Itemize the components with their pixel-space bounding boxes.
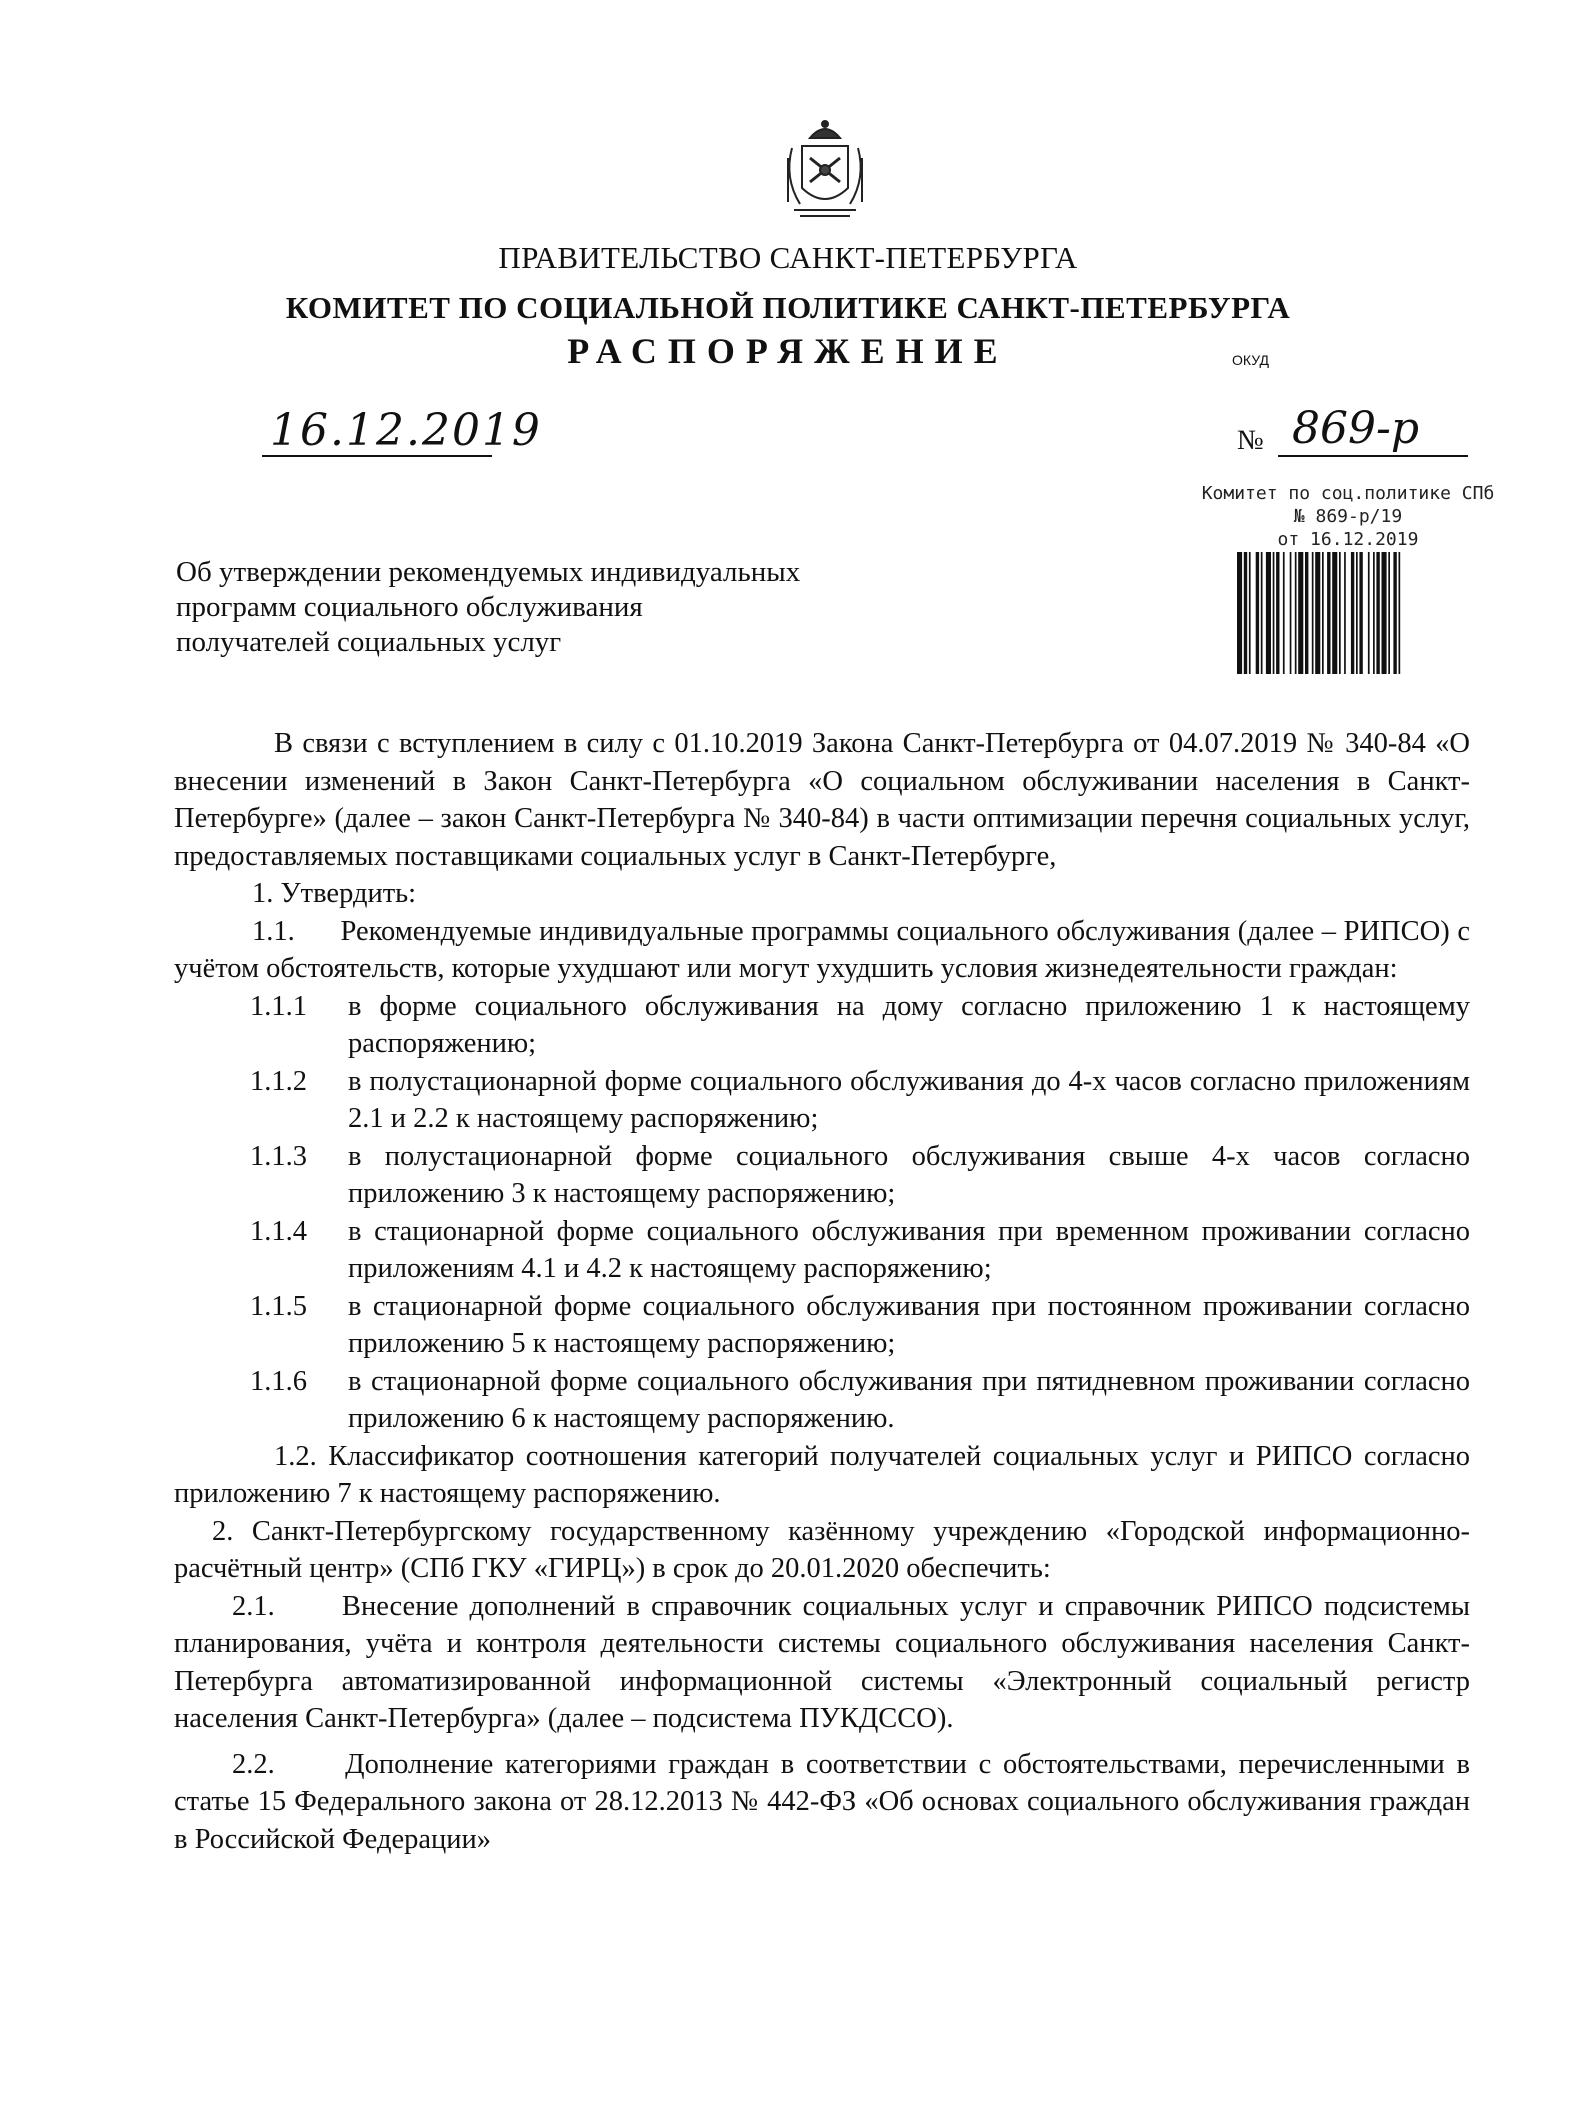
document-body [174,725,1478,1858]
barcode-bar [1273,552,1275,674]
sub-item-text: в полустационарной форме социального обслуживания свыше 4-х часов согласно приложению 3 к настоящему распоряжению; [348,1140,1470,1209]
barcode-bar [1339,552,1341,674]
registration-line-1: Комитет по соц.политике СПб [1201,483,1495,504]
paragraph-2-2: 2.2. Дополнение категориями граждан в соответствии с обстоятельствами, перечисленными в статье 15 Федерального закона от 28.12.2013 № 442-ФЗ «Об основах социального обслуживания граждан в Российской Федерации» [174,1748,1478,1855]
sub-item-number: 1.1.1 [250,990,307,1022]
sub-item [174,1213,1470,1288]
barcode-bar [1382,552,1387,674]
sub-item-text: в стационарной форме социального обслуживания при постоянном проживании согласно приложению 5 к настоящему распоряжению; [348,1290,1470,1359]
okud-label: ОКУД [1232,352,1269,368]
barcode-bar [1266,552,1271,674]
document-title [176,555,956,660]
title-line-2: программ социального обслуживания [176,591,643,623]
barcode-bar [1327,552,1330,674]
date-underline [262,455,492,457]
document-type: РАСПОРЯЖЕНИЕ [567,331,1009,371]
government-heading: ПРАВИТЕЛЬСТВО САНКТ-ПЕТЕРБУРГА [498,240,1078,275]
barcode-bar [1290,552,1292,674]
barcode-bar [1368,552,1370,674]
sub-item-text: в стационарной форме социального обслуживания при пятидневном проживании согласно приложению 6 к настоящему распоряжению. [348,1365,1470,1434]
document-date: 16.12.2019 [270,405,542,456]
title-line-1: Об утверждении рекомендуемых индивидуальных [176,556,801,588]
paragraph-2-1: 2.1. Внесение дополнений в справочник социальных услуг и справочник РИПСО подсистемы планирования, учёта и контроля деятельности системы социального обслуживания населения Санкт-Петербурга автоматизированной информационной системы «Электронный социальный регистр населения Санкт-Петербурга» (далее – подсистема ПУКДССО). [174,1590,1478,1734]
sub-item-number: 1.1.3 [250,1140,307,1172]
registration-line-2: № 869-р/19 [1293,506,1403,527]
barcode-bar [1256,552,1259,674]
paragraph-2: 2. Санкт-Петербургскому государственному казённому учреждению «Городской информационно-расчётный центр» (СПб ГКУ «ГИРЦ») в срок до 20.01.2020 обеспечить: [174,1515,1470,1584]
registration-line-3: от 16.12.2019 [1277,529,1419,550]
registration-stamp [1168,482,1528,551]
sub-item-text: в форме социального обслуживания на дому согласно приложению 1 к настоящему распоряжению; [348,990,1470,1059]
sub-item-text: в стационарной форме социального обслуживания при временном проживании согласно приложениям 4.1 и 4.2 к настоящему распоряжению; [348,1215,1470,1284]
paragraph-1: 1. Утвердить: [252,878,417,909]
number-underline [1278,455,1468,457]
barcode-bar [1356,552,1358,674]
barcode-bar [1312,552,1314,674]
barcode-bar [1359,552,1362,674]
barcode-bar [1261,552,1263,674]
committee-heading: КОМИТЕТ ПО СОЦИАЛЬНОЙ ПОЛИТИКЕ САНКТ-ПЕТЕРБУРГА [285,290,1291,325]
barcode-icon [1237,552,1452,674]
sub-item [174,1363,1470,1438]
intro-paragraph: В связи с вступлением в силу с 01.10.2019 Закона Санкт-Петербурга от 04.07.2019 № 340-84 «О внесении изменений в Закон Санкт-Петербурга «О социальном обслуживании населения в Санкт-Петербурге» (далее – закон Санкт-Петербурга № 340-84) в части оптимизации перечня социальных услуг, предоставляемых поставщиками социальных услуг в Санкт-Петербурге, [174,728,1470,872]
barcode-bar [1373,552,1375,674]
sub-item-number: 1.1.5 [250,1290,307,1322]
document-number: 869-р [1292,403,1420,454]
barcode-bar [1315,552,1320,674]
barcode-bar [1249,552,1251,674]
paragraph-1-2: 1.2. Классификатор соотношения категорий получателей социальных услуг и РИПСО согласно приложению 7 к настоящему распоряжению. [174,1440,1470,1509]
barcode-bar [1298,552,1303,674]
barcode-bar [1344,552,1346,674]
sub-item [174,1138,1470,1213]
barcode-bar [1376,552,1379,674]
sub-item-text: в полустационарной форме социального обслуживания до 4-х часов согласно приложениям 2.1 и 2.2 к настоящему распоряжению; [348,1065,1470,1134]
barcode-bar [1283,552,1285,674]
barcode-bar [1237,552,1242,674]
barcode-bar [1305,552,1308,674]
paragraph-1-1: 1.1. Рекомендуемые индивидуальные программы социального обслуживания (далее – РИПСО) с учётом обстоятельств, которые ухудшают или могут ухудшить условия жизнедеятельности граждан: [174,915,1478,984]
barcode-bar [1332,552,1337,674]
barcode-bar [1351,552,1354,674]
barcode-bar [1244,552,1247,674]
sub-item [174,1288,1470,1363]
sub-item [174,1063,1470,1138]
barcode-bar [1295,552,1297,674]
sub-item-number: 1.1.2 [250,1065,307,1097]
barcode-bar [1322,552,1324,674]
sub-item-number: 1.1.4 [250,1215,307,1247]
number-label: № [1237,425,1264,456]
sub-item [174,988,1470,1063]
barcode-bar [1399,552,1401,674]
sub-item-number: 1.1.6 [250,1365,307,1397]
coat-of-arms-icon [780,118,870,228]
barcode-bar [1393,552,1396,674]
barcode-bar [1276,552,1279,674]
barcode-bar [1388,552,1390,674]
title-line-3: получателей социальных услуг [176,626,562,658]
